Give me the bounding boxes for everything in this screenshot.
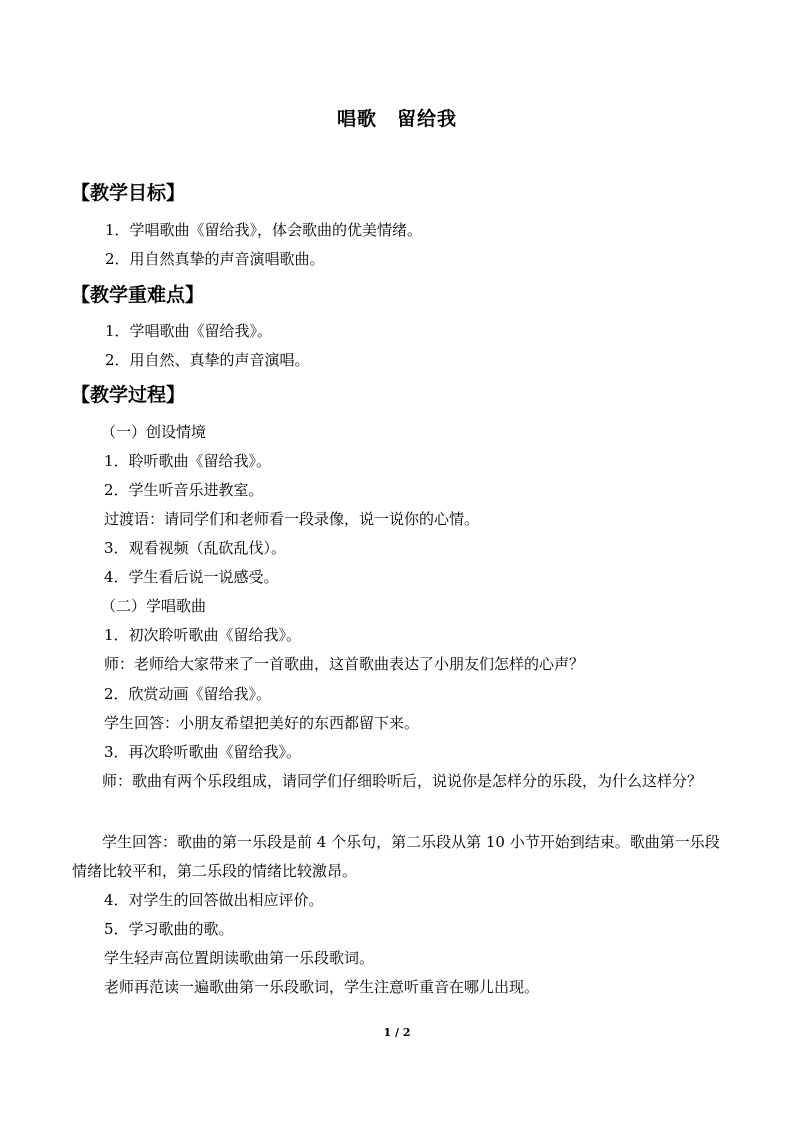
process-line: 师：老师给大家带来了一首歌曲，这首歌曲表达了小朋友们怎样的心声？ <box>104 655 585 673</box>
process-line: 老师再范读一遍歌曲第一乐段歌词，学生注意听重音在哪儿出现。 <box>104 978 540 996</box>
process-line: 4．学生看后说一说感受。 <box>104 568 279 586</box>
key-point-item: 2．用自然、真挚的声音演唱。 <box>105 351 310 369</box>
process-paragraph: 学生回答：歌曲的第一乐段是前 4 个乐句，第二乐段从第 10 小节开始到结束。歌曲第一乐段情绪比较平和，第二乐段的情绪比较激昂。 <box>72 833 720 880</box>
process-line: 学生轻声高位置朗读歌曲第一乐段歌词。 <box>104 949 375 967</box>
section-heading-process: 【教学过程】 <box>71 384 186 406</box>
process-line: 1．初次聆听歌曲《留给我》。 <box>104 626 302 644</box>
process-line: 学生回答：小朋友希望把美好的东西都留下来。 <box>104 714 420 732</box>
goal-item: 1．学唱歌曲《留给我》，体会歌曲的优美情绪。 <box>105 221 423 239</box>
process-line: 3．观看视频（乱砍乱伐）。 <box>104 539 287 557</box>
process-line: 1．聆听歌曲《留给我》。 <box>104 452 272 470</box>
process-line: 2．学生听音乐进教室。 <box>104 481 264 499</box>
page-title: 唱歌 留给我 <box>336 108 457 130</box>
section-heading-goals: 【教学目标】 <box>71 182 186 204</box>
process-line: （一）创设情境 <box>101 423 207 441</box>
process-line: 4．对学生的回答做出相应评价。 <box>104 891 324 909</box>
process-line: 2．欣赏动画《留给我》。 <box>104 685 272 703</box>
section-heading-key-points: 【教学重难点】 <box>71 284 205 306</box>
key-point-item: 1．学唱歌曲《留给我》。 <box>105 322 273 340</box>
goal-item: 2．用自然真挚的声音演唱歌曲。 <box>105 250 325 268</box>
process-line: 5．学习歌曲的歌。 <box>104 920 234 938</box>
process-paragraph: 师：歌曲有两个乐段组成，请同学们仔细聆听后，说说你是怎样分的乐段，为什么这样分？ <box>102 772 703 790</box>
page-number: 1 / 2 <box>383 1026 411 1039</box>
process-line: 3．再次聆听歌曲《留给我》。 <box>104 743 302 761</box>
process-line: 过渡语：请同学们和老师看一段录像，说一说你的心情。 <box>104 510 480 528</box>
process-line: （二）学唱歌曲 <box>101 597 207 615</box>
